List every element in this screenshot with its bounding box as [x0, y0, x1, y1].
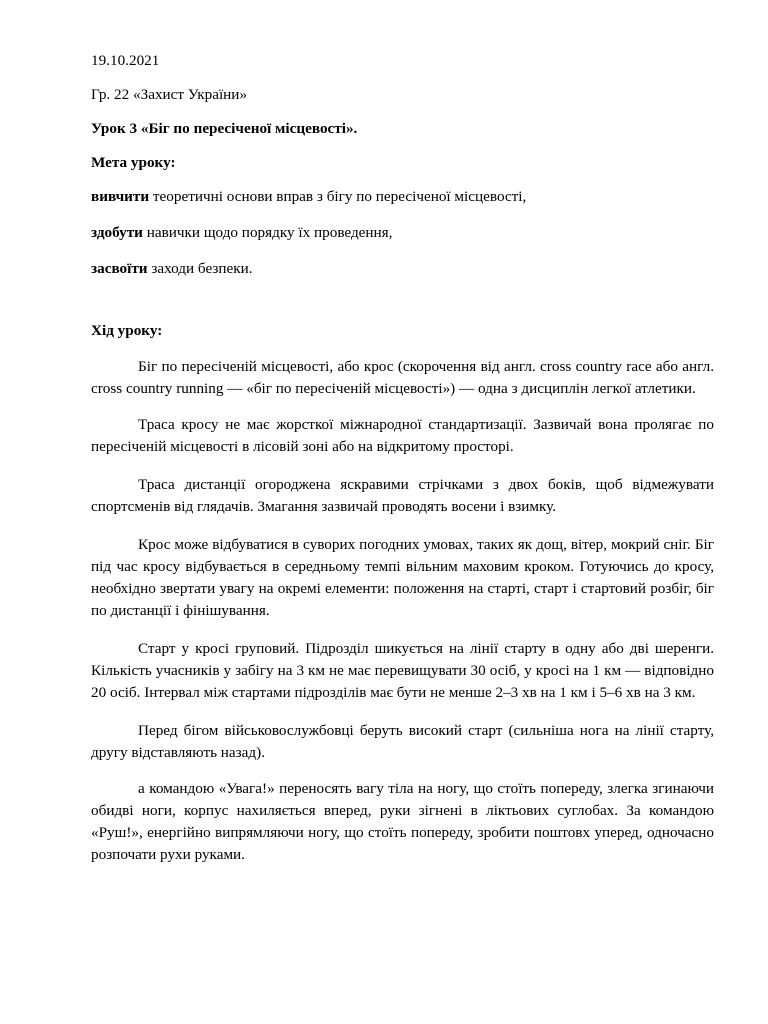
goal-text: теоретичні основи вправ з бігу по пересіченої місцевості, [149, 188, 527, 205]
document-date: 19.10.2021 [91, 52, 160, 69]
body-paragraph: Біг по пересіченій місцевості, або крос (скорочення від англ. cross country race або англ. cross country running — «біг по пересіченій місцевості») — одна з дисциплін легкої атлетики. [91, 358, 714, 397]
goal-text: заходи безпеки. [147, 260, 253, 277]
goal-verb: засвоїти [91, 260, 148, 277]
goal-text: навички щодо порядку їх проведення, [142, 224, 393, 241]
goal-verb: вивчити [91, 188, 150, 205]
progress-heading: Хід уроку: [91, 322, 163, 339]
goal-item-master [91, 258, 714, 280]
body-paragraph: Перед бігом військовослужбовці беруть високий старт (сильніша нога на лінії старту, другу відставляють назад). [91, 722, 714, 761]
body-paragraph: а командою «Увага!» переносять вагу тіла на ногу, що стоїть попереду, злегка згинаючи обидві ноги, корпус нахиляється вперед, руки зігнені в ліктьових суглобах. За командою «Руш!», енергійно випрямляючи ногу, що стоїть попереду, зробити поштовх уперед, одночасно розпочати рухи руками. [91, 780, 714, 863]
body-paragraph: Траса кросу не має жорсткої міжнародної стандартизації. Зазвичай вона пролягає по пересіченій місцевості в лісовій зоні або на відкритому просторі. [91, 416, 714, 455]
body-paragraph: Траса дистанції огороджена яскравими стрічками з двох боків, щоб відмежувати спортсменів від глядачів. Змагання зазвичай проводять восени і взимку. [91, 476, 714, 515]
lesson-title: Урок 3 «Біг по пересіченої місцевості». [91, 120, 358, 137]
goal-item-acquire [91, 222, 714, 244]
body-paragraph: Старт у кросі груповий. Підрозділ шикується на лінії старту в одну або дві шеренги. Кількість учасників у забігу на 3 км не має перевищувати 30 осіб, у кросі на 1 км — відповідно 20 осіб. Інтервал між стартами підрозділів має бути не менше 2–3 хв на 1 км і 5–6 хв на 3 км. [91, 640, 714, 701]
goal-item-study [91, 186, 714, 208]
goal-heading: Мета уроку: [91, 154, 176, 171]
document-page [91, 50, 714, 866]
body-paragraph: Крос може відбуватися в суворих погодних умовах, таких як дощ, вітер, мокрий сніг. Біг під час кросу відбувається в середньому темпі вільним маховим кроком. Готуючись до кросу, необхідно звертати увагу на окремі елементи: положення на старті, старт і стартовий розбіг, біг по дистанції і фінішування. [91, 536, 714, 619]
goal-verb: здобути [91, 224, 143, 241]
group-line: Гр. 22 «Захист України» [91, 86, 248, 103]
